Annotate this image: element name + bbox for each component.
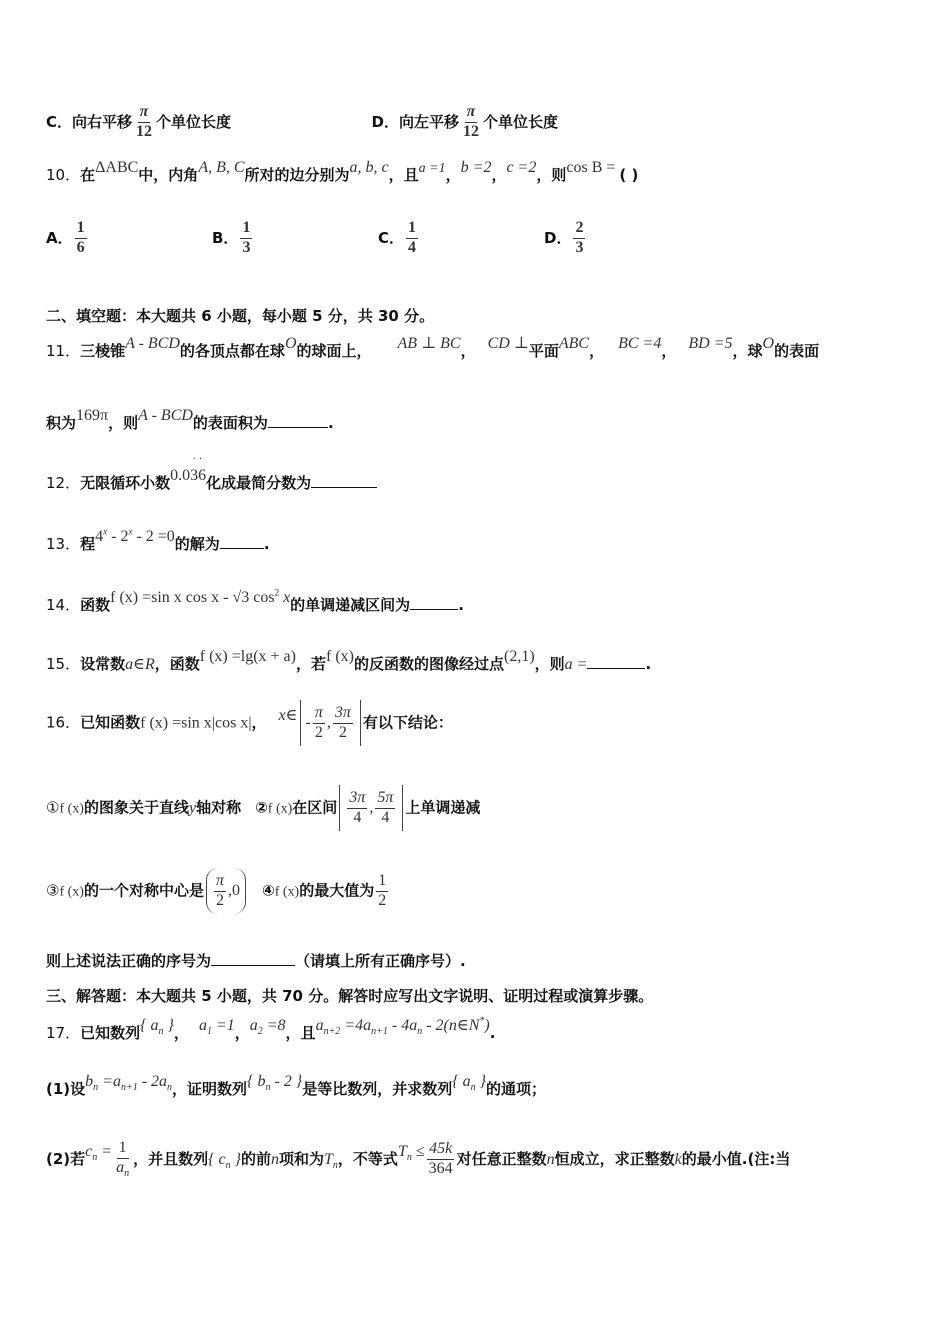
rec-part: ) [484, 1017, 490, 1034]
option-d-text: 向左平移 [398, 112, 459, 131]
answer-blank[interactable] [211, 964, 295, 966]
option-c-text: 向右平移 [72, 112, 133, 131]
separator: ， [251, 713, 267, 732]
q10-text-5: ，则 [536, 166, 567, 184]
part-label: (1)设 [46, 1080, 86, 1098]
fraction-numerator: 1 [75, 220, 87, 239]
function-expr: f (x) [326, 648, 354, 665]
def-sub: n [167, 1082, 173, 1094]
part-text: ，证明数列 [172, 1080, 248, 1098]
q15-text-4: 的反函数的图像经过点 [353, 655, 504, 673]
question-number: 14． [46, 596, 81, 614]
question-number: 16． [46, 713, 81, 732]
func-exponent: 2 [274, 587, 280, 598]
q16-statements-1-2 [46, 785, 480, 831]
def-part: b [85, 1073, 94, 1090]
answer-blank[interactable] [268, 426, 328, 428]
section-3-heading: 三、解答题：本大题共 5 小题，共 70 分。解答时应写出文字说明、证明过程或演算步骤。 [46, 987, 654, 1005]
T-part: T [324, 1151, 333, 1169]
func-var: x [279, 589, 291, 606]
q10-text-2: 中，内角 [138, 166, 199, 184]
T-sub: n [332, 1160, 338, 1172]
q11-text-3: 的球面上， [296, 342, 372, 360]
q11-text-5: ，球 [732, 342, 763, 360]
answer-hint: （请填上所有正确序号）. [295, 952, 466, 970]
q10-text-1: 在 [80, 166, 96, 184]
q15-text-3: ，若 [295, 655, 326, 673]
question-15 [46, 648, 652, 674]
seq-sub: n [158, 1026, 164, 1038]
domain-expr: x∈ [278, 706, 298, 724]
equation [95, 528, 175, 545]
fraction-numerator: 1 [406, 220, 418, 239]
period: . [458, 596, 464, 614]
rec-sub: n [417, 1026, 423, 1038]
cond-part: a [249, 1017, 258, 1034]
q11-text-7: 积为 [46, 414, 77, 432]
condition-3: BC =4 [618, 335, 662, 352]
period: . [263, 535, 270, 553]
q12-text-2: 化成最简分数为 [206, 474, 312, 492]
part-text: 是等比数列，并求数列 [302, 1080, 453, 1098]
seq-part: - 2 } [270, 1073, 303, 1090]
answer-blank[interactable] [220, 547, 264, 549]
seq-part: } [163, 1017, 174, 1034]
den-sub: n [124, 1167, 130, 1179]
q17-part-1 [46, 1073, 547, 1101]
cond-a: a =1 [418, 161, 446, 176]
fraction-denominator: 364 [428, 1160, 453, 1178]
rec-sub: n+1 [371, 1026, 388, 1038]
rec-sub: n+2 [323, 1026, 341, 1038]
q11-text-4: 平面 [528, 342, 559, 360]
fraction-numerator: 2 [573, 220, 585, 239]
fraction-numerator: 1 [240, 220, 252, 239]
rec-star: * [479, 1015, 485, 1027]
seq-sub: n [265, 1082, 271, 1094]
inequality-left [397, 1143, 425, 1164]
def-part: =a [98, 1073, 121, 1090]
statement-text: 轴对称 [196, 798, 242, 817]
area-expr: 169π [76, 407, 109, 424]
statement-text: 上单调递减 [405, 798, 481, 817]
den-part: a [116, 1158, 125, 1176]
ineq-sub: n [406, 1152, 412, 1164]
option-c-suffix: 个单位长度 [156, 112, 232, 131]
question-10 [46, 159, 639, 185]
sequence-expr [452, 1073, 487, 1094]
statement-marker: ④ [261, 881, 275, 900]
fraction-denominator: 4 [381, 808, 390, 826]
period: . [489, 1024, 496, 1042]
recurrence-expr [315, 1015, 490, 1038]
option-d-suffix: 个单位长度 [482, 112, 558, 131]
minus-sign: - [305, 714, 311, 731]
condition-a2 [249, 1017, 286, 1038]
question-16 [46, 700, 453, 746]
part-text: 的前 [240, 1150, 271, 1169]
question-11 [46, 335, 820, 361]
condition-4: BD =5 [688, 335, 733, 352]
fraction-numerator: 1 [376, 873, 388, 892]
section-2-heading: 二、填空题：本大题共 6 小题，每小题 5 分，共 30 分。 [46, 307, 435, 325]
sides-expr: a, b, c [349, 159, 389, 176]
separator: ， [491, 166, 507, 184]
statement-text: 的一个对称中心是 [83, 881, 204, 900]
point-expr: (2,1) [504, 648, 535, 665]
statement-marker: ③ [46, 881, 60, 900]
seq-part: { a [140, 1017, 159, 1034]
func-part: f (x) =sin x cos x - √3 cos [110, 589, 275, 606]
def-part: c [85, 1143, 93, 1161]
pyramid-expr: A - BCD [125, 335, 180, 352]
cond-sub: 1 [206, 1026, 212, 1038]
var-T [324, 1151, 338, 1172]
c-def-left [85, 1143, 113, 1164]
fraction-numerator: 45k [427, 1141, 454, 1160]
question-number: 11． [46, 342, 81, 360]
separator: ， [661, 342, 677, 360]
interval-fraction [333, 705, 353, 742]
statement-marker: ② [255, 798, 268, 817]
question-number: 10． [46, 166, 81, 184]
period: . [327, 414, 334, 432]
option-label: C． [378, 228, 405, 247]
seq-part: { c [208, 1151, 226, 1169]
pyramid-expr: A - BCD [138, 407, 193, 424]
var-k: k [674, 1151, 682, 1169]
period: . [645, 655, 652, 673]
fraction-denominator: 4 [408, 238, 417, 256]
question-number: 15． [46, 655, 81, 673]
q11-text-9: 的表面积为 [192, 414, 268, 432]
seq-sub: n [470, 1082, 476, 1094]
ineq-part: ≤ [411, 1143, 425, 1161]
point-fraction [214, 873, 226, 910]
rec-part: - 4a [387, 1017, 418, 1034]
condition-1: AB ⊥ BC [397, 335, 461, 352]
question-14 [46, 587, 464, 615]
q11-text-1: 三棱锥 [80, 342, 126, 360]
eq-exponent: x [103, 526, 108, 537]
q17-part-2 [46, 1140, 790, 1179]
function-expr [110, 589, 290, 606]
answer-blank[interactable] [587, 667, 645, 669]
interval-fraction [347, 790, 367, 827]
question-number: 13． [46, 535, 81, 553]
function-expr: f (x) [274, 884, 300, 900]
fraction-denominator: 3 [575, 238, 584, 256]
part-text: 项和为 [279, 1150, 325, 1169]
condition-2: CD ⊥ [487, 335, 529, 352]
q16-statements-3-4 [46, 868, 390, 914]
def-sub: n [92, 1152, 98, 1164]
sequence-expr [140, 1017, 174, 1038]
sphere-expr: O [284, 335, 297, 352]
answer-prompt: 则上述说法正确的序号为 [46, 952, 212, 970]
statement-text: 的最大值为 [299, 881, 375, 900]
function-expr: f (x) [59, 884, 84, 900]
option-fraction [573, 220, 585, 257]
answer-blank[interactable] [311, 486, 377, 488]
function-expr: f (x) =lg(x + a) [199, 648, 296, 665]
q10-text-4: ，且 [388, 166, 419, 184]
fraction-numerator: π [465, 104, 478, 123]
fraction-denominator: 3 [242, 238, 251, 256]
max-value-fraction [376, 873, 388, 910]
separator: ， [445, 166, 461, 184]
q15-text-2: ，函数 [154, 655, 200, 673]
part-text: 恒成立，求正整数 [554, 1150, 675, 1169]
fraction-numerator: 3π [347, 790, 367, 809]
condition-expr: a∈R [125, 656, 155, 673]
fraction-denominator: 2 [215, 891, 224, 909]
cond-part: a [198, 1017, 207, 1034]
var-n: n [546, 1151, 555, 1169]
option-c-label: C． [46, 112, 73, 131]
q10-option-a [46, 220, 212, 257]
question-number: 17． [46, 1024, 81, 1042]
rec-part: a [315, 1017, 324, 1034]
option-d-label: D． [371, 112, 399, 131]
seq-part: { a [452, 1073, 471, 1090]
q17-text-2: ，且 [285, 1024, 316, 1042]
q17-text-1: 已知数列 [80, 1024, 141, 1042]
angles-expr: A, B, C [198, 159, 245, 176]
repeating-decimal [170, 454, 207, 493]
q10-options-row [46, 220, 710, 257]
q16-answer-line [46, 950, 466, 971]
option-d-fraction [461, 104, 481, 141]
fraction-denominator: 12 [462, 122, 479, 140]
sphere-expr: O [762, 335, 775, 352]
q10-option-b [212, 220, 378, 257]
rec-part: =4a [340, 1017, 372, 1034]
sequence-expr [247, 1073, 303, 1094]
decimal-value: 0.036 [170, 467, 207, 484]
interval-expr: $\frac{3\pi}{4}$ , $\frac{5\pi}{4}$ [339, 785, 403, 831]
cond-sub: 2 [257, 1026, 263, 1038]
q9-options-row [46, 104, 558, 141]
fraction-denominator: 2 [314, 723, 323, 741]
question-17: 17．已知数列{ $a_n$ }， $a_1 =1$，$a_2 =8$，且$a_{n+2} =4a_{n+1} - 4a_n$ - 2(n∈N*). [46, 1015, 496, 1042]
cond-c: c =2 [506, 159, 537, 176]
cond-value: =8 [262, 1017, 286, 1034]
q15-text-1: 设常数 [80, 655, 126, 673]
seq-part: } [475, 1073, 487, 1090]
fraction-denominator: 12 [136, 122, 153, 140]
target-expr: cos B = [566, 159, 616, 176]
def-sub: n [93, 1082, 99, 1094]
center-point-expr: $\frac{\pi}{2}$ , 0 [206, 868, 246, 914]
fraction-numerator: π [214, 873, 226, 892]
part-text: 的通项； [486, 1080, 547, 1098]
q12-text-1: 无限循环小数 [80, 474, 171, 492]
option-label: B． [212, 228, 239, 247]
ineq-part: T [397, 1143, 407, 1161]
function-expr: f (x) [59, 801, 84, 817]
q13-text-2: 的解为 [174, 535, 220, 553]
option-fraction [240, 220, 252, 257]
option-fraction [406, 220, 418, 257]
statement-text: 的图象关于直线 [83, 798, 189, 817]
fraction-denominator: 6 [76, 238, 85, 256]
part-label: (2)若 [46, 1150, 86, 1169]
question-number: 12． [46, 474, 81, 492]
fraction-denominator: 4 [353, 808, 362, 826]
q15-text-5: ，则 [534, 655, 565, 673]
fraction-numerator: 5π [375, 790, 395, 809]
q11-text-8: ，则 [108, 414, 139, 432]
var-expr: y [188, 799, 197, 817]
answer-paren: ( ) [619, 166, 639, 184]
eq-part: 4 [95, 528, 104, 545]
separator: ， [589, 342, 605, 360]
eq-exponent: x [128, 526, 133, 537]
fraction-denominator: 2 [378, 891, 387, 909]
separator: ， [460, 342, 476, 360]
question-12 [46, 454, 377, 493]
answer-blank[interactable] [410, 608, 458, 610]
statement-text: 在区间 [292, 798, 338, 817]
eq-part: - 2 [107, 528, 129, 545]
q16-text-1: 已知函数 [80, 713, 141, 732]
option-label: A． [46, 228, 73, 247]
part-text: ，不等式 [337, 1150, 398, 1169]
sequence-expr [208, 1151, 241, 1172]
plane-expr: ABC [558, 335, 590, 352]
def-part: = [97, 1143, 113, 1161]
fraction-denominator: 2 [338, 723, 347, 741]
cond-value: =1 [211, 1017, 235, 1034]
seq-part: } [230, 1151, 241, 1169]
cond-b: b =2 [460, 159, 492, 176]
q14-text-2: 的单调递减区间为 [290, 596, 411, 614]
question-11-continued [46, 407, 334, 433]
option-c-fraction [134, 104, 154, 141]
part-text: 对任意正整数 [456, 1150, 547, 1169]
q10-option-c [378, 220, 544, 257]
seq-part: { b [247, 1073, 266, 1090]
q16-text-2: 有以下结论： [362, 713, 453, 732]
fraction-denominator [114, 1159, 131, 1180]
interval-fraction [313, 705, 325, 742]
definition-expr [85, 1073, 173, 1094]
rec-part: - 2(n∈N [422, 1017, 480, 1034]
inequality-fraction [427, 1141, 455, 1178]
function-expr: f (x) =sin x|cos x| [140, 714, 252, 732]
fraction-numerator: 3π [333, 705, 353, 724]
interval-fraction [375, 790, 395, 827]
statement-marker: ① [46, 798, 60, 817]
question-13 [46, 526, 270, 554]
q14-text-1: 函数 [80, 596, 111, 614]
var-n: n [271, 1151, 279, 1169]
q11-text-6: 的表面 [774, 342, 820, 360]
option-label: D． [544, 228, 572, 247]
condition-a1 [198, 1017, 235, 1038]
fraction-numerator: 1 [117, 1140, 129, 1159]
zero-value: 0 [231, 882, 240, 899]
def-part: - 2a [137, 1073, 168, 1090]
q10-option-d [544, 220, 710, 257]
seq-sub: n [225, 1160, 231, 1172]
q10-text-3: 所对的边分别为 [244, 166, 350, 184]
option-fraction [75, 220, 87, 257]
q13-text-1: 程 [80, 535, 96, 553]
part-text: 的最小值.(注:当 [681, 1150, 791, 1169]
triangle-symbol: ΔABC [95, 159, 139, 176]
fraction-numerator: π [313, 705, 325, 724]
eq-part: - 2 =0 [132, 528, 175, 545]
repeat-dots: · · [192, 454, 203, 465]
fraction-numerator: π [138, 104, 151, 123]
domain-interval: - $\frac{\pi}{2}$ , $\frac{3\pi}{2}$ [300, 700, 361, 746]
function-expr: f (x) [267, 801, 293, 817]
part-text: ，并且数列 [133, 1150, 209, 1169]
target-expr: a = [564, 656, 588, 673]
c-def-fraction [114, 1140, 131, 1179]
q11-text-2: 的各顶点都在球 [179, 342, 285, 360]
def-sub: n+1 [120, 1082, 138, 1094]
